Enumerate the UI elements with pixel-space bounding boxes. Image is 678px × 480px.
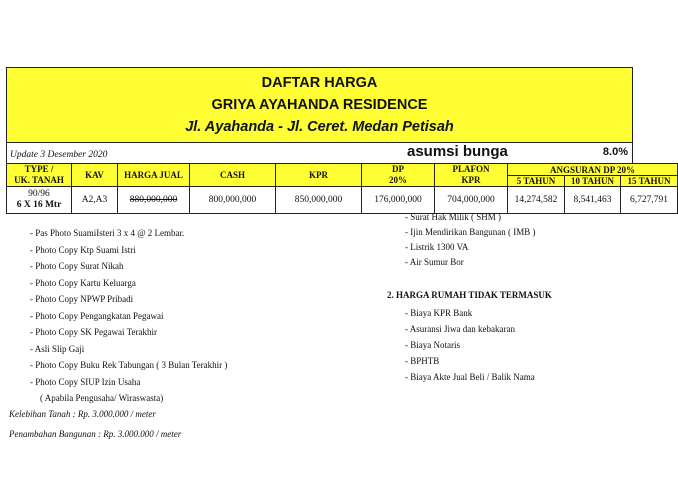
price-table [6, 163, 678, 214]
header-angsuran: ANGSURAN DP 20% [508, 164, 678, 176]
interest-value: 8.0% [602, 146, 628, 158]
list-item: - Photo Copy Pengangkatan Pegawai [30, 310, 164, 321]
header-harga: HARGA JUAL [118, 164, 190, 187]
list-item: - BPHTB [405, 356, 440, 366]
header-type [7, 164, 72, 187]
info-row [6, 143, 633, 163]
list-item: - Surat Hak Milik ( SHM ) [405, 212, 501, 222]
cell-dp: 176,000,000 [362, 187, 435, 214]
header-dp-line1: DP [392, 164, 404, 174]
project-name: GRIYA AYAHANDA RESIDENCE [211, 97, 428, 113]
table-header-row [7, 164, 678, 176]
header-15-tahun: 15 TAHUN [621, 176, 678, 187]
list-item: - Asuransi Jiwa dan kebakaran [405, 324, 515, 334]
title-banner [6, 67, 633, 143]
table-row [7, 187, 678, 214]
header-type-line1: TYPE / [24, 164, 54, 174]
note-penambahan: Penambahan Bangunan : Rp. 3.000.000 / meter [9, 429, 182, 439]
excluded-heading: 2. HARGA RUMAH TIDAK TERMASUK [387, 290, 552, 300]
header-plafon-line2: KPR [461, 175, 481, 185]
header-10-tahun: 10 TAHUN [565, 176, 621, 187]
excluded-list [405, 305, 535, 385]
list-item: - Photo Copy Buku Rek Tabungan ( 3 Bulan Terakhir ) [30, 360, 228, 370]
cell-plafon: 704,000,000 [435, 187, 508, 214]
cell-type-value: 90/96 [28, 189, 50, 199]
cell-kpr: 850,000,000 [276, 187, 362, 214]
cell-type [7, 187, 72, 214]
list-item: - Asli Slip Gaji [30, 343, 85, 354]
list-item: - Biaya KPR Bank [405, 308, 473, 318]
list-item: - Biaya Akte Jual Beli / Balik Nama [405, 372, 535, 382]
cell-10-tahun: 8,541,463 [565, 187, 621, 214]
list-item: - Pas Photo SuamiIsteri 3 x 4 @ 2 Lembar. [30, 228, 185, 238]
header-plafon-line1: PLAFON [452, 164, 490, 174]
header-dp [362, 164, 435, 187]
list-item: - Photo Copy Ktp Suami Istri [30, 244, 136, 255]
list-item: - Photo Copy SK Pegawai Terakhir [30, 327, 157, 337]
cell-cash: 800,000,000 [190, 187, 276, 214]
list-item: - Photo Copy Kartu Keluarga [30, 277, 136, 288]
header-kav: KAV [72, 164, 118, 187]
update-date: Update 3 Desember 2020 [10, 150, 108, 160]
list-item: ( Apabila Pengusaha/ Wiraswasta) [40, 393, 164, 403]
header-plafon [435, 164, 508, 187]
doc-title: DAFTAR HARGA [261, 75, 378, 91]
list-item: - Photo Copy Surat Nikah [30, 261, 124, 271]
included-list [405, 210, 535, 270]
list-item: - Air Sumur Bor [405, 257, 464, 267]
cell-5-tahun: 14,274,582 [508, 187, 565, 214]
header-type-line2: UK. TANAH [14, 175, 64, 185]
cell-size-value: 6 X 16 Mtr [16, 200, 62, 210]
project-address: Jl. Ayahanda - Jl. Ceret. Medan Petisah [185, 119, 454, 135]
list-item: - Listrik 1300 VA [405, 242, 469, 252]
list-item: - Biaya Notaris [405, 340, 460, 350]
requirements-list [9, 225, 228, 439]
header-kpr: KPR [276, 164, 362, 187]
cell-kav: A2,A3 [72, 187, 118, 214]
cell-15-tahun: 6,727,791 [621, 187, 678, 214]
list-item: - Photo Copy NPWP Pribadi [30, 294, 134, 304]
cell-harga: 880,000,000 [118, 187, 190, 214]
list-item: - Photo Copy SIUP Izin Usaha [30, 376, 141, 387]
price-sheet [6, 67, 671, 214]
note-kelebihan: Kelebihan Tanah : Rp. 3.000.000 / meter [9, 409, 156, 419]
header-dp-line2: 20% [389, 175, 407, 185]
interest-label: asumsi bunga [407, 143, 508, 160]
header-cash: CASH [190, 164, 276, 187]
list-item: - Ijin Mendirikan Bangunan ( IMB ) [405, 227, 536, 237]
header-5-tahun: 5 TAHUN [508, 176, 565, 187]
